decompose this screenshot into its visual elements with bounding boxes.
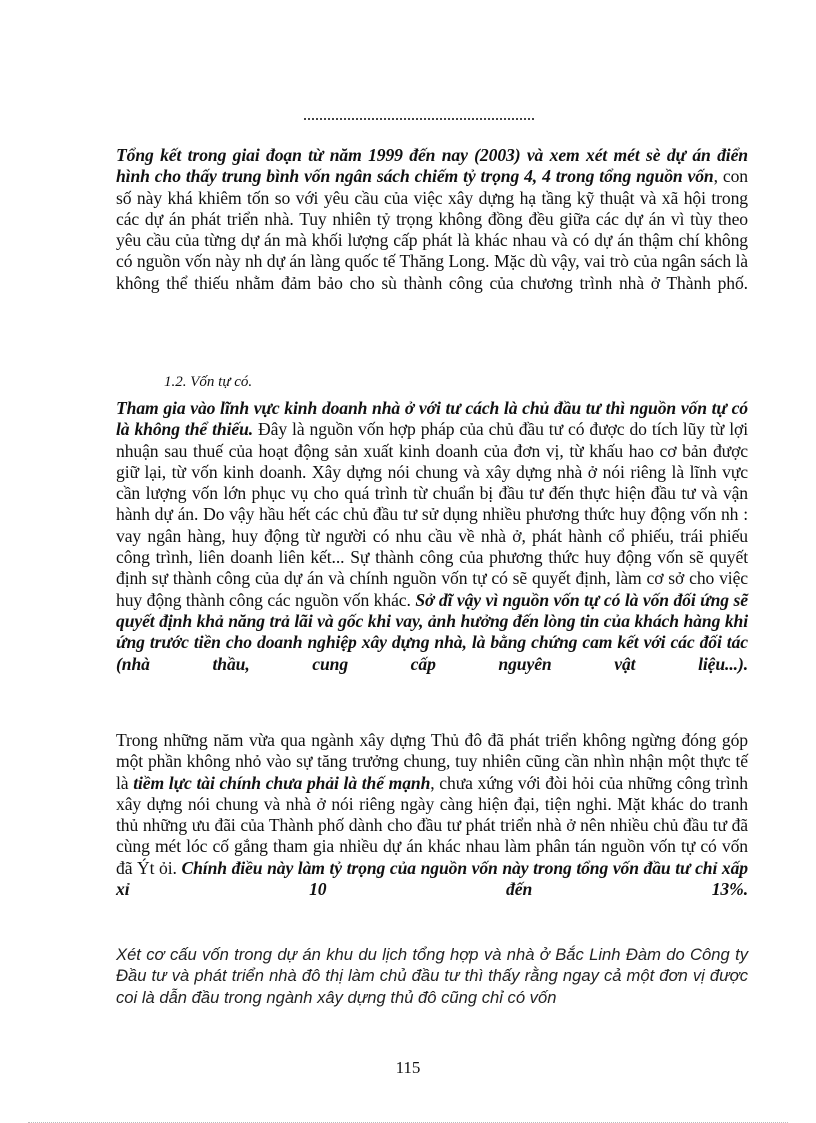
paragraph-3-bold-outro: Chính điều này làm tỷ trọng của nguồn vốn này trong tổng vốn đầu tư chỉ xấp xỉ 10 đến 13%.: [116, 857, 748, 900]
paragraph-budget-summary: [116, 145, 748, 294]
paragraph-2-bold-outro: Sở dĩ vậy vì nguồn vốn tự có là vốn đối ứng sẽ quyết định khả năng trả lãi và gốc khi vay, ảnh hưởng đến lòng tin của khách hàng khi ứng trước tiền cho doanh nghiệp xây dựng nhà, là bằng chứng cam kết với các đối tác (nhà thầu, cung cấp nguyên vật liệu...).: [116, 589, 748, 674]
paragraph-1-bold-intro: Tổng kết trong giai đoạn từ năm 1999 đến nay (2003) và xem xét mét sè dự án điển hình cho thấy trung bình vốn ngân sách chiếm tỷ trọng 4, 4 trong tổng nguồn vốn: [116, 145, 748, 187]
paragraph-2-body: Đây là nguồn vốn hợp pháp của chủ đầu tư có được do tích lũy từ lợi nhuận sau thuế của hoạt động sản xuất kinh doanh của đơn vị, từ khấu hao cơ bản được giữ lại, từ vốn kinh doanh. Xây dựng nói chung và xây dựng nhà ở nói riêng là lĩnh vực cần lượng vốn lớn phục vụ cho quá trình từ chuẩn bị đầu tư đến thực hiện đầu tư và vận hành dự án. Do vậy hầu hết các chủ đầu tư sử dụng nhiều phương thức huy động vốn nh : vay ngân hàng, huy động từ người có nhu cầu về nhà ở, phát hành cổ phiếu, trái phiếu công trình, liên doanh liên kết... Sự thành công của phương thức huy động vốn sẽ quyết định sự thành công của dự án và chính nguồn vốn tự có sẽ quyết định, làm cơ sở cho việc huy động thành công các nguồn vốn khác.: [116, 419, 748, 610]
paragraph-own-capital: [116, 398, 748, 675]
section-heading: 1.2. Vốn tự có.: [164, 374, 253, 390]
page-number: 115: [395, 1058, 421, 1077]
paragraph-1-body: , con số này khá khiêm tốn so với yêu cầu của việc xây dựng hạ tầng kỹ thuật và xã hội trong các dự án phát triển nhà. Tuy nhiên tỷ trọng không đồng đều giữa các dự án vì tùy theo yêu cầu của từng dự án mà khối lượng cấp phát là khác nhau và có dự án thậm chí không có nguồn vốn này nh dự án làng quốc tế Thăng Long. Mặc dù vậy, vai trò của ngân sách là không thể thiếu nhằm đảm bảo cho sù thành công của chương trình nhà ở Thành phố.: [116, 166, 748, 293]
paragraph-3-body-end: , chưa xứng với đòi hỏi của những công trình xây dựng nói chung và nhà ở nói riêng ngày càng hiện đại, tiện nghi. Mặt khác do tranh thủ những ưu đãi của Thành phố dành cho đầu tư phát triển nhà ở nên nhiều chủ đầu tư đã cùng mét lóc cố gắng tham gia nhiều dự án khác nhau làm phân tán nguồn vốn tự có vốn đã Ýt ỏi.: [116, 772, 748, 878]
paragraph-capital-industry: [116, 730, 748, 900]
top-dotted-separator: [304, 118, 534, 120]
paragraph-3-bold-middle: tiềm lực tài chính chưa phải là thế mạnh: [133, 772, 431, 793]
paragraph-capital-structure: Xét cơ cấu vốn trong dự án khu du lịch tổng hợp và nhà ở Bắc Linh Đàm do Công ty Đầu tư và phát triển nhà đô thị làm chủ đầu tư thì thấy rằng ngay cả một đơn vị được coi là dẫn đầu trong ngành xây dựng thủ đô cũng chỉ có vốn: [116, 945, 748, 1007]
paragraph-3-body-start: Trong những năm vừa qua ngành xây dựng Thủ đô đã phát triển không ngừng đóng góp một phần không nhỏ vào sự tăng trưởng chung, tuy nhiên cũng cần nhìn nhận một thực tế là: [116, 730, 748, 793]
paragraph-2-bold-intro: Tham gia vào lĩnh vực kinh doanh nhà ở với tư cách là chủ đầu tư thì nguồn vốn tự có là không thể thiếu.: [116, 398, 748, 440]
